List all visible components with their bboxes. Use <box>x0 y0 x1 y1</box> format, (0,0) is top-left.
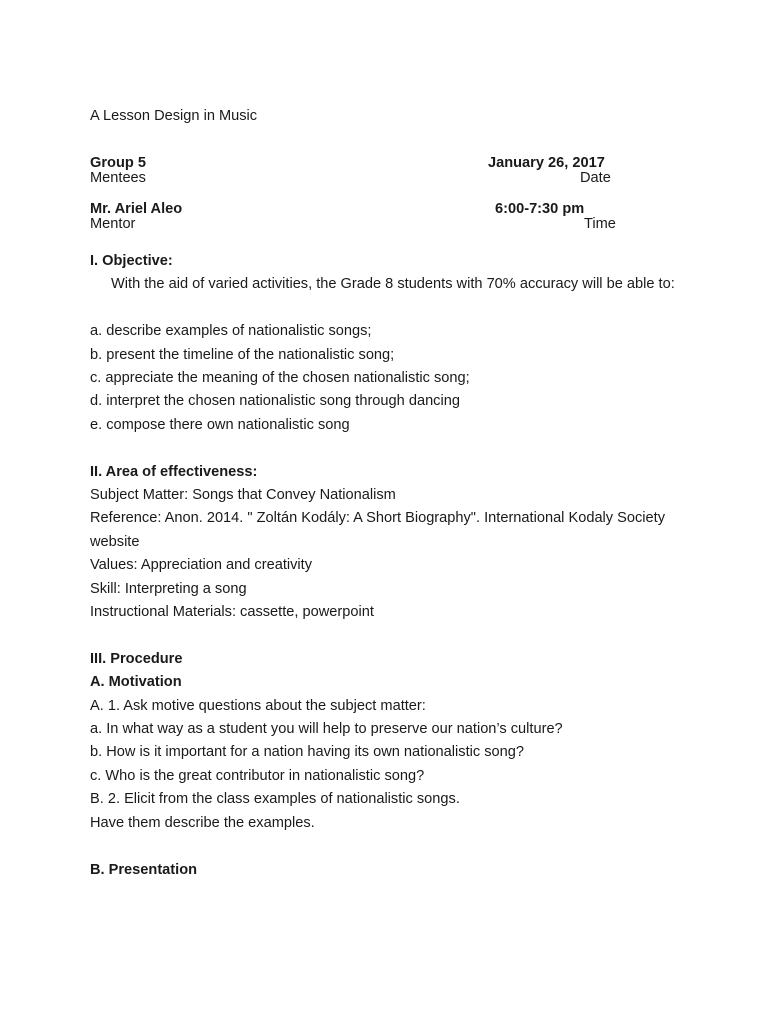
date-value: January 26, 2017 <box>488 155 605 171</box>
reference: Reference: Anon. 2014. " Zoltán Kodály: A Short Biography". International Kodaly Society website <box>90 510 666 550</box>
objective-item: e. compose there own nationalistic song <box>90 416 350 433</box>
objective-heading: I. Objective: <box>90 253 173 269</box>
motivation-heading: A. Motivation <box>90 674 182 691</box>
objective-item: b. present the timeline of the nationalistic song; <box>90 346 395 363</box>
area-heading: II. Area of effectiveness: <box>90 463 258 480</box>
objective-item: a. describe examples of nationalistic songs; <box>90 323 372 340</box>
objective-item: d. interpret the chosen nationalistic song through dancing <box>90 393 460 410</box>
spacer <box>90 624 690 647</box>
values: Values: Appreciation and creativity <box>90 557 313 574</box>
time-label: Time <box>584 216 616 232</box>
objective-intro: With the aid of varied activities, the Grade 8 students with 70% accuracy will be able to: <box>111 276 675 293</box>
presentation-heading: B. Presentation <box>90 861 198 878</box>
procedure-line: b. How is it important for a nation having its own nationalistic song? <box>90 744 524 761</box>
spacer <box>90 835 690 858</box>
mentor-value: Mr. Ariel Aleo <box>90 201 183 217</box>
objective-item: c. appreciate the meaning of the chosen nationalistic song; <box>90 370 470 387</box>
date-label: Date <box>580 170 611 186</box>
procedure-line: c. Who is the great contributor in nationalistic song? <box>90 767 425 784</box>
procedure-line: A. 1. Ask motive questions about the subject matter: <box>90 697 426 714</box>
procedure-line: B. 2. Elicit from the class examples of nationalistic songs. <box>90 791 460 808</box>
procedure-line: Have them describe the examples. <box>90 814 315 831</box>
document-title: A Lesson Design in Music <box>90 108 258 124</box>
procedure-heading: III. Procedure <box>90 650 183 667</box>
document-body <box>90 250 690 882</box>
instructional-materials: Instructional Materials: cassette, powerpoint <box>90 604 374 621</box>
subject-matter: Subject Matter: Songs that Convey Nationalism <box>90 487 396 504</box>
spacer <box>90 437 690 460</box>
skill: Skill: Interpreting a song <box>90 580 247 597</box>
mentees-value: Group 5 <box>90 155 146 171</box>
time-value: 6:00-7:30 pm <box>495 201 585 217</box>
mentees-label: Mentees <box>90 170 146 186</box>
mentor-label: Mentor <box>90 216 136 232</box>
procedure-line: a. In what way as a student you will help to preserve our nation’s culture? <box>90 721 563 738</box>
spacer <box>90 297 690 320</box>
